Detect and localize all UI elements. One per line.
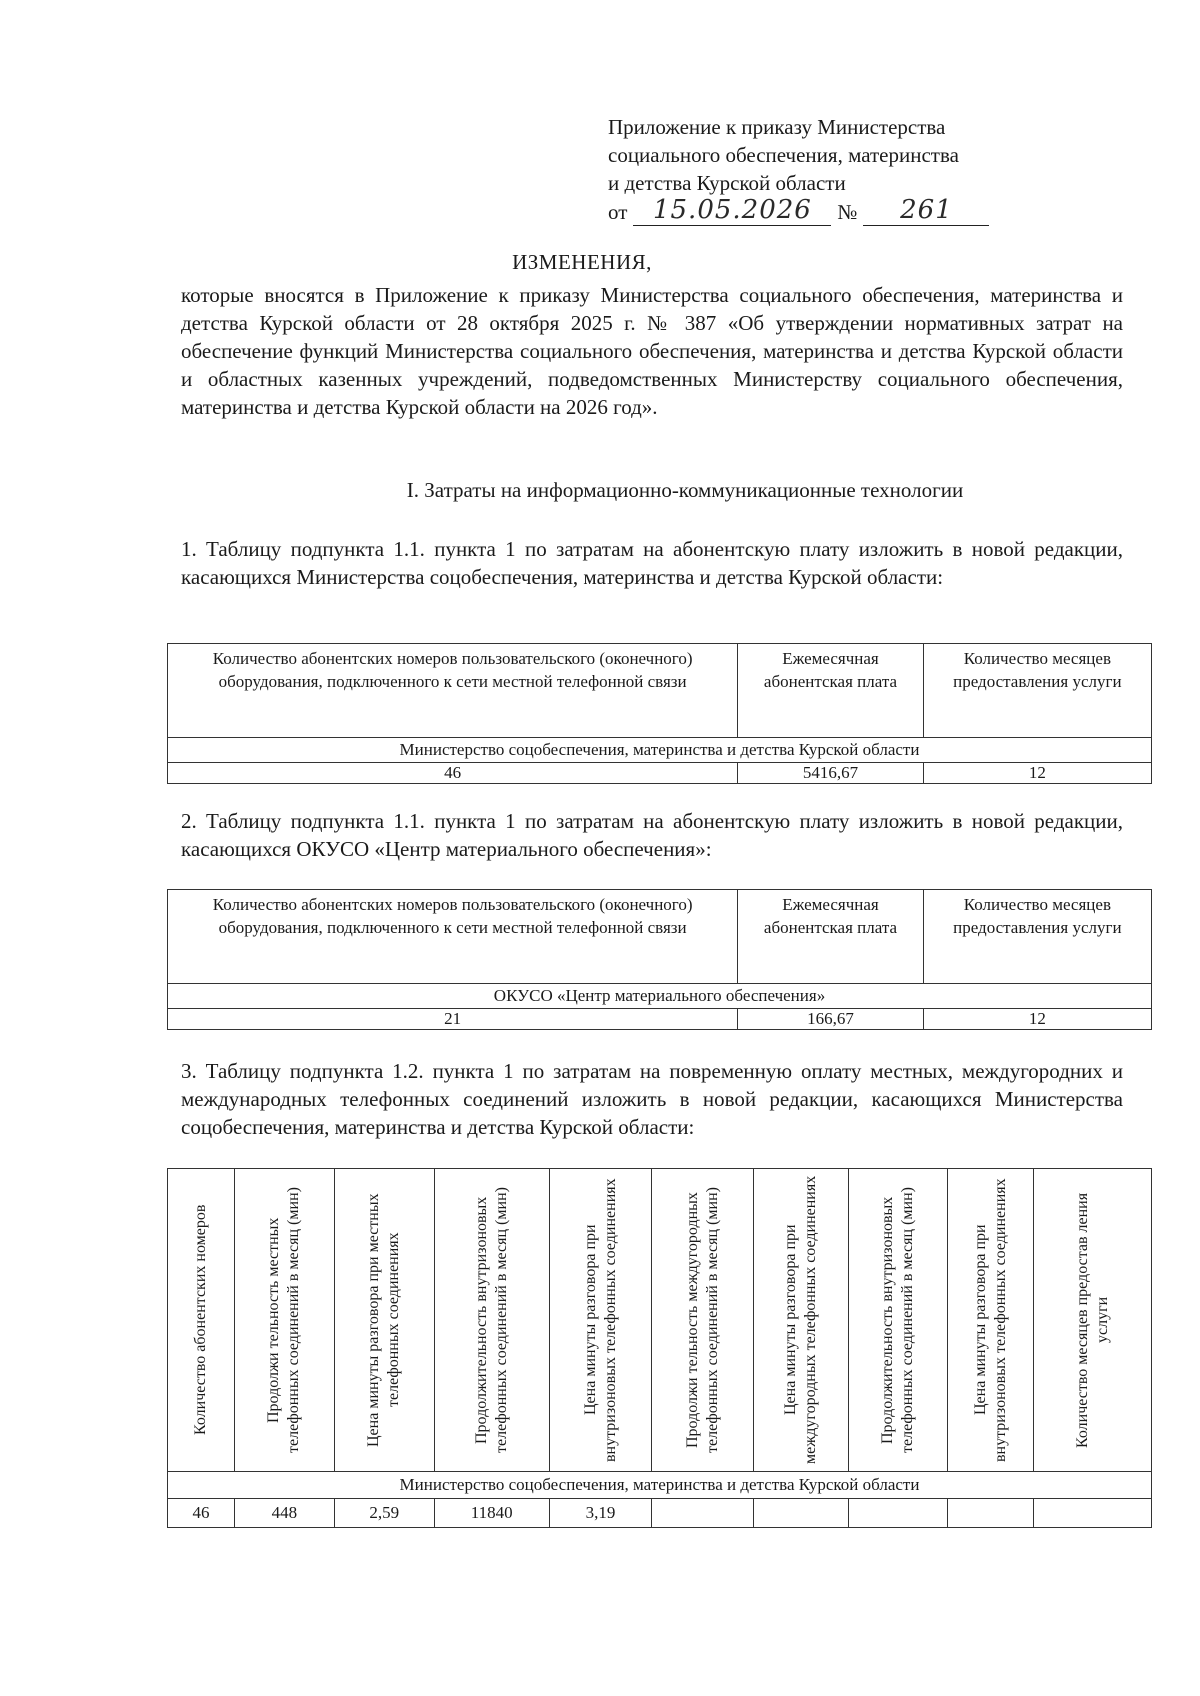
table-group-row bbox=[168, 1472, 1152, 1499]
header-col-2: Продолжи тельность местных телефонных соединений в месяц (мин) bbox=[234, 1169, 334, 1472]
document-title: ИЗМЕНЕНИЯ, bbox=[512, 250, 652, 274]
cell-col-4: 11840 bbox=[434, 1499, 549, 1528]
appendix-line-1: Приложение к приказу Министерства bbox=[608, 115, 946, 139]
table-group-row bbox=[168, 738, 1152, 763]
cell-months: 12 bbox=[923, 763, 1151, 784]
table-row bbox=[168, 763, 1152, 784]
cell-col-1: 46 bbox=[168, 1499, 235, 1528]
cell-monthly-fee: 166,67 bbox=[738, 1009, 923, 1030]
header-col-9: Цена минуты разговора при внутризоновых телефонных соединениях bbox=[948, 1169, 1034, 1472]
from-label: от bbox=[608, 200, 628, 224]
cell-col-6 bbox=[652, 1499, 754, 1528]
header-col-1: Количество абонентских номеров bbox=[168, 1169, 235, 1472]
header-col-6: Продолжи тельность междугородных телефонных соединений в месяц (мин) bbox=[652, 1169, 754, 1472]
cell-subscriber-count: 46 bbox=[168, 763, 738, 784]
cell-subscriber-count: 21 bbox=[168, 1009, 738, 1030]
group-label: Министерство соцобеспечения, материнства и детства Курской области bbox=[168, 738, 1152, 763]
header-col-3: Цена минуты разговора при местных телефонных соединениях bbox=[334, 1169, 434, 1472]
table-header-row bbox=[168, 890, 1152, 984]
table-subscription-ministry bbox=[167, 643, 1152, 784]
table-header-row bbox=[168, 644, 1152, 738]
appendix-line-2: социального обеспечения, материнства bbox=[608, 143, 959, 167]
item-1-paragraph: 1. Таблицу подпункта 1.1. пункта 1 по затратам на абонентскую плату изложить в новой редакции, касающихся Министерства соцобеспечения, материнства и детства Курской области: bbox=[181, 537, 1123, 589]
header-subscriber-count: Количество абонентских номеров пользовательского (оконечного) оборудования, подключенного к сети местной телефонной связи bbox=[168, 644, 738, 738]
item-3-paragraph: 3. Таблицу подпункта 1.2. пункта 1 по затратам на повременную оплату местных, междугородних и международных телефонных соединений изложить в новой редакции, касающихся Министерства соцобеспечения, материнства и детства Курской области: bbox=[181, 1059, 1123, 1139]
cell-col-9 bbox=[948, 1499, 1034, 1528]
cell-col-8 bbox=[849, 1499, 948, 1528]
group-label: Министерство соцобеспечения, материнства и детства Курской области bbox=[168, 1472, 1152, 1499]
table-call-charges bbox=[167, 1168, 1152, 1528]
header-months: Количество месяцев предоставления услуги bbox=[923, 644, 1151, 738]
header-col-7: Цена минуты разговора при междугородных телефонных соединениях bbox=[754, 1169, 849, 1472]
cell-col-3: 2,59 bbox=[334, 1499, 434, 1528]
header-col-5: Цена минуты разговора при внутризоновых телефонных соединениях bbox=[549, 1169, 652, 1472]
intro-paragraph: которые вносятся в Приложение к приказу Министерства социального обеспечения, материнства и детства Курской области от 28 октября 2025 г. № 387 «Об утверждении нормативных затрат на обеспечение функций Министерства социального обеспечения, материнства и детства Курской области и областных казенных учреждений, подведомственных Министерству социального обеспечения, материнства и детства Курской области на 2026 год». bbox=[181, 283, 1123, 419]
cell-col-5: 3,19 bbox=[549, 1499, 652, 1528]
appendix-note bbox=[608, 113, 1028, 226]
header-col-8: Продолжительность внутризоновых телефонных соединений в месяц (мин) bbox=[849, 1169, 948, 1472]
section-heading: I. Затраты на информационно-коммуникационные технологии bbox=[406, 478, 964, 502]
group-label: ОКУСО «Центр материального обеспечения» bbox=[168, 984, 1152, 1009]
header-col-10: Количество месяцев предостав ления услуги bbox=[1034, 1169, 1152, 1472]
handwritten-date: 15.05.2026 bbox=[633, 197, 831, 226]
appendix-order-reference bbox=[608, 197, 1028, 226]
table-group-row bbox=[168, 984, 1152, 1009]
header-col-4: Продолжительность внутризоновых телефонных соединений в месяц (мин) bbox=[434, 1169, 549, 1472]
header-months: Количество месяцев предоставления услуги bbox=[923, 890, 1151, 984]
table-header-row bbox=[168, 1169, 1152, 1472]
appendix-line-3: и детства Курской области bbox=[608, 171, 846, 195]
table-subscription-center bbox=[167, 889, 1152, 1030]
handwritten-number: 261 bbox=[863, 197, 989, 226]
header-monthly-fee: Ежемесячная абонентская плата bbox=[738, 644, 923, 738]
table-row bbox=[168, 1009, 1152, 1030]
header-subscriber-count: Количество абонентских номеров пользовательского (оконечного) оборудования, подключенного к сети местной телефонной связи bbox=[168, 890, 738, 984]
header-monthly-fee: Ежемесячная абонентская плата bbox=[738, 890, 923, 984]
cell-monthly-fee: 5416,67 bbox=[738, 763, 923, 784]
cell-col-7 bbox=[754, 1499, 849, 1528]
number-label: № bbox=[837, 200, 858, 224]
cell-months: 12 bbox=[923, 1009, 1151, 1030]
item-2-paragraph: 2. Таблицу подпункта 1.1. пункта 1 по затратам на абонентскую плату изложить в новой редакции, касающихся ОКУСО «Центр материального обеспечения»: bbox=[181, 809, 1123, 861]
table-row bbox=[168, 1499, 1152, 1528]
cell-col-10 bbox=[1034, 1499, 1152, 1528]
cell-col-2: 448 bbox=[234, 1499, 334, 1528]
